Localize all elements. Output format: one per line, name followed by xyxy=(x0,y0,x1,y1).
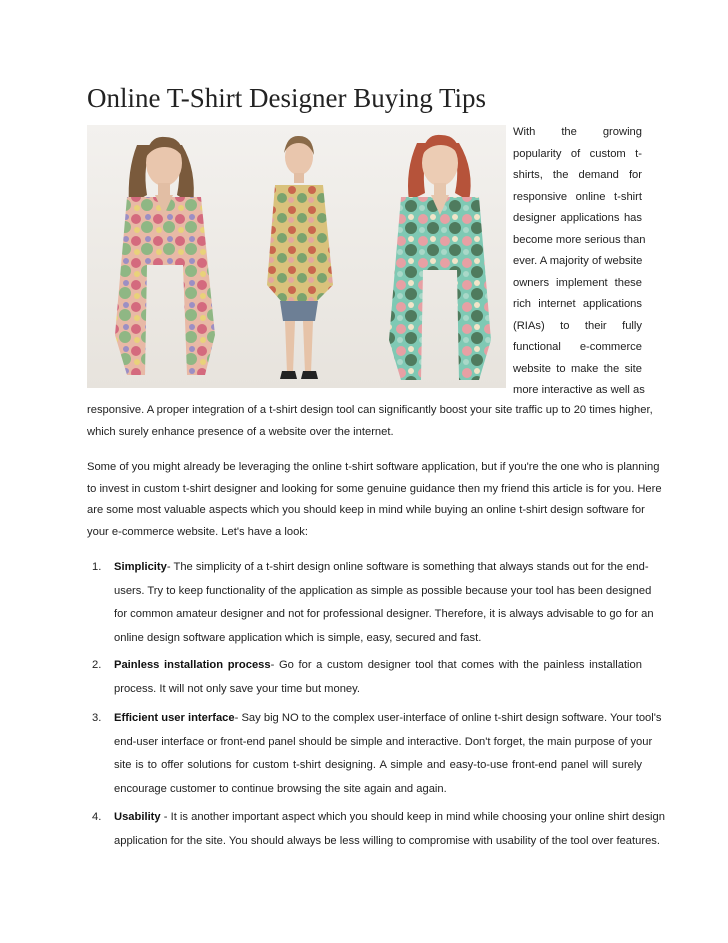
item-line: site is to offer solutions for custom t-shirt designing. A simple and easy-to-use front-end panel will surely xyxy=(114,759,642,772)
item-heading: Painless installation process xyxy=(114,659,271,671)
intro-line: designer applications has xyxy=(513,212,642,224)
list-number: 2. xyxy=(92,659,102,671)
list-number: 1. xyxy=(92,561,102,573)
item-line: for common amateur designer and not for professional designer. Therefore, it is always advisable to go for an xyxy=(114,608,654,621)
intro-line: functional e-commerce xyxy=(513,341,642,353)
item-line: users. Try to keep functionality of the application as simple as possible because your tool has been designed xyxy=(114,584,652,597)
list-number: 3. xyxy=(92,712,102,724)
intro-line: rich internet applications xyxy=(513,298,642,310)
item-line: end-user interface or front-end panel should be simple and interactive. Don't forget, the main purpose of your xyxy=(114,735,653,748)
item-heading: Usability xyxy=(114,811,161,823)
item-heading: Simplicity xyxy=(114,561,167,573)
intro-line: popularity of custom t- xyxy=(513,147,642,160)
item-text: - Say big NO to the complex user-interface of online t-shirt design software. Your tool's xyxy=(234,712,662,724)
paragraph-line: which surely enhance presence of a website over the internet. xyxy=(87,425,394,438)
intro-line: With the growing xyxy=(513,126,642,138)
intro-line: more interactive as well as xyxy=(513,384,645,396)
intro-line: shirts, the demand for xyxy=(513,169,642,181)
intro-paragraph-continued xyxy=(87,400,653,443)
paragraph-line: are some most valuable aspects which you should keep in mind while buying an online t-shirt design software for xyxy=(87,504,645,516)
item-line: application for the site. You should always be less willing to compromise with usability of the tool over features. xyxy=(114,834,660,847)
paragraph-line: Some of you might already be leveraging the online t-shirt software application, but if you're the one who is planning xyxy=(87,461,660,473)
item-text: - The simplicity of a t-shirt design online software is something that always stands out for the end- xyxy=(166,561,649,573)
intro-line: (RIAs) to their fully xyxy=(513,319,642,332)
models-photo-illustration xyxy=(87,125,506,388)
intro-line: website to make the site xyxy=(513,362,642,375)
paragraph-line: responsive. A proper integration of a t-shirt design tool can significantly boost your site traffic up to 20 times higher, xyxy=(87,404,653,416)
intro-line: ever. A majority of website xyxy=(513,255,643,267)
intro-line: owners implement these xyxy=(513,276,642,289)
second-paragraph xyxy=(87,457,662,543)
list-number: 4. xyxy=(92,811,102,823)
paragraph-line: to invest in custom t-shirt designer and looking for some genuine guidance then my friend this article is for you. Here xyxy=(87,482,662,495)
item-line: online design software application which is simple, easy, secured and fast. xyxy=(114,632,482,645)
item-text: - Go for a custom designer tool that comes with the painless installation xyxy=(270,659,642,671)
item-line: process. It will not only save your time but money. xyxy=(114,682,361,695)
paragraph-line: your e-commerce website. Let's have a look: xyxy=(87,525,309,538)
intro-line: responsive online t-shirt xyxy=(513,190,642,203)
item-line: encourage customer to continue browsing the site again and again. xyxy=(114,783,447,796)
models-photo xyxy=(87,125,506,388)
intro-side-text xyxy=(513,122,646,402)
item-text: - It is another important aspect which you should keep in mind while choosing your online shirt design xyxy=(160,811,665,823)
intro-line: become more serious than xyxy=(513,233,646,246)
item-heading: Efficient user interface xyxy=(114,712,235,724)
page-title: Online T-Shirt Designer Buying Tips xyxy=(87,83,487,113)
